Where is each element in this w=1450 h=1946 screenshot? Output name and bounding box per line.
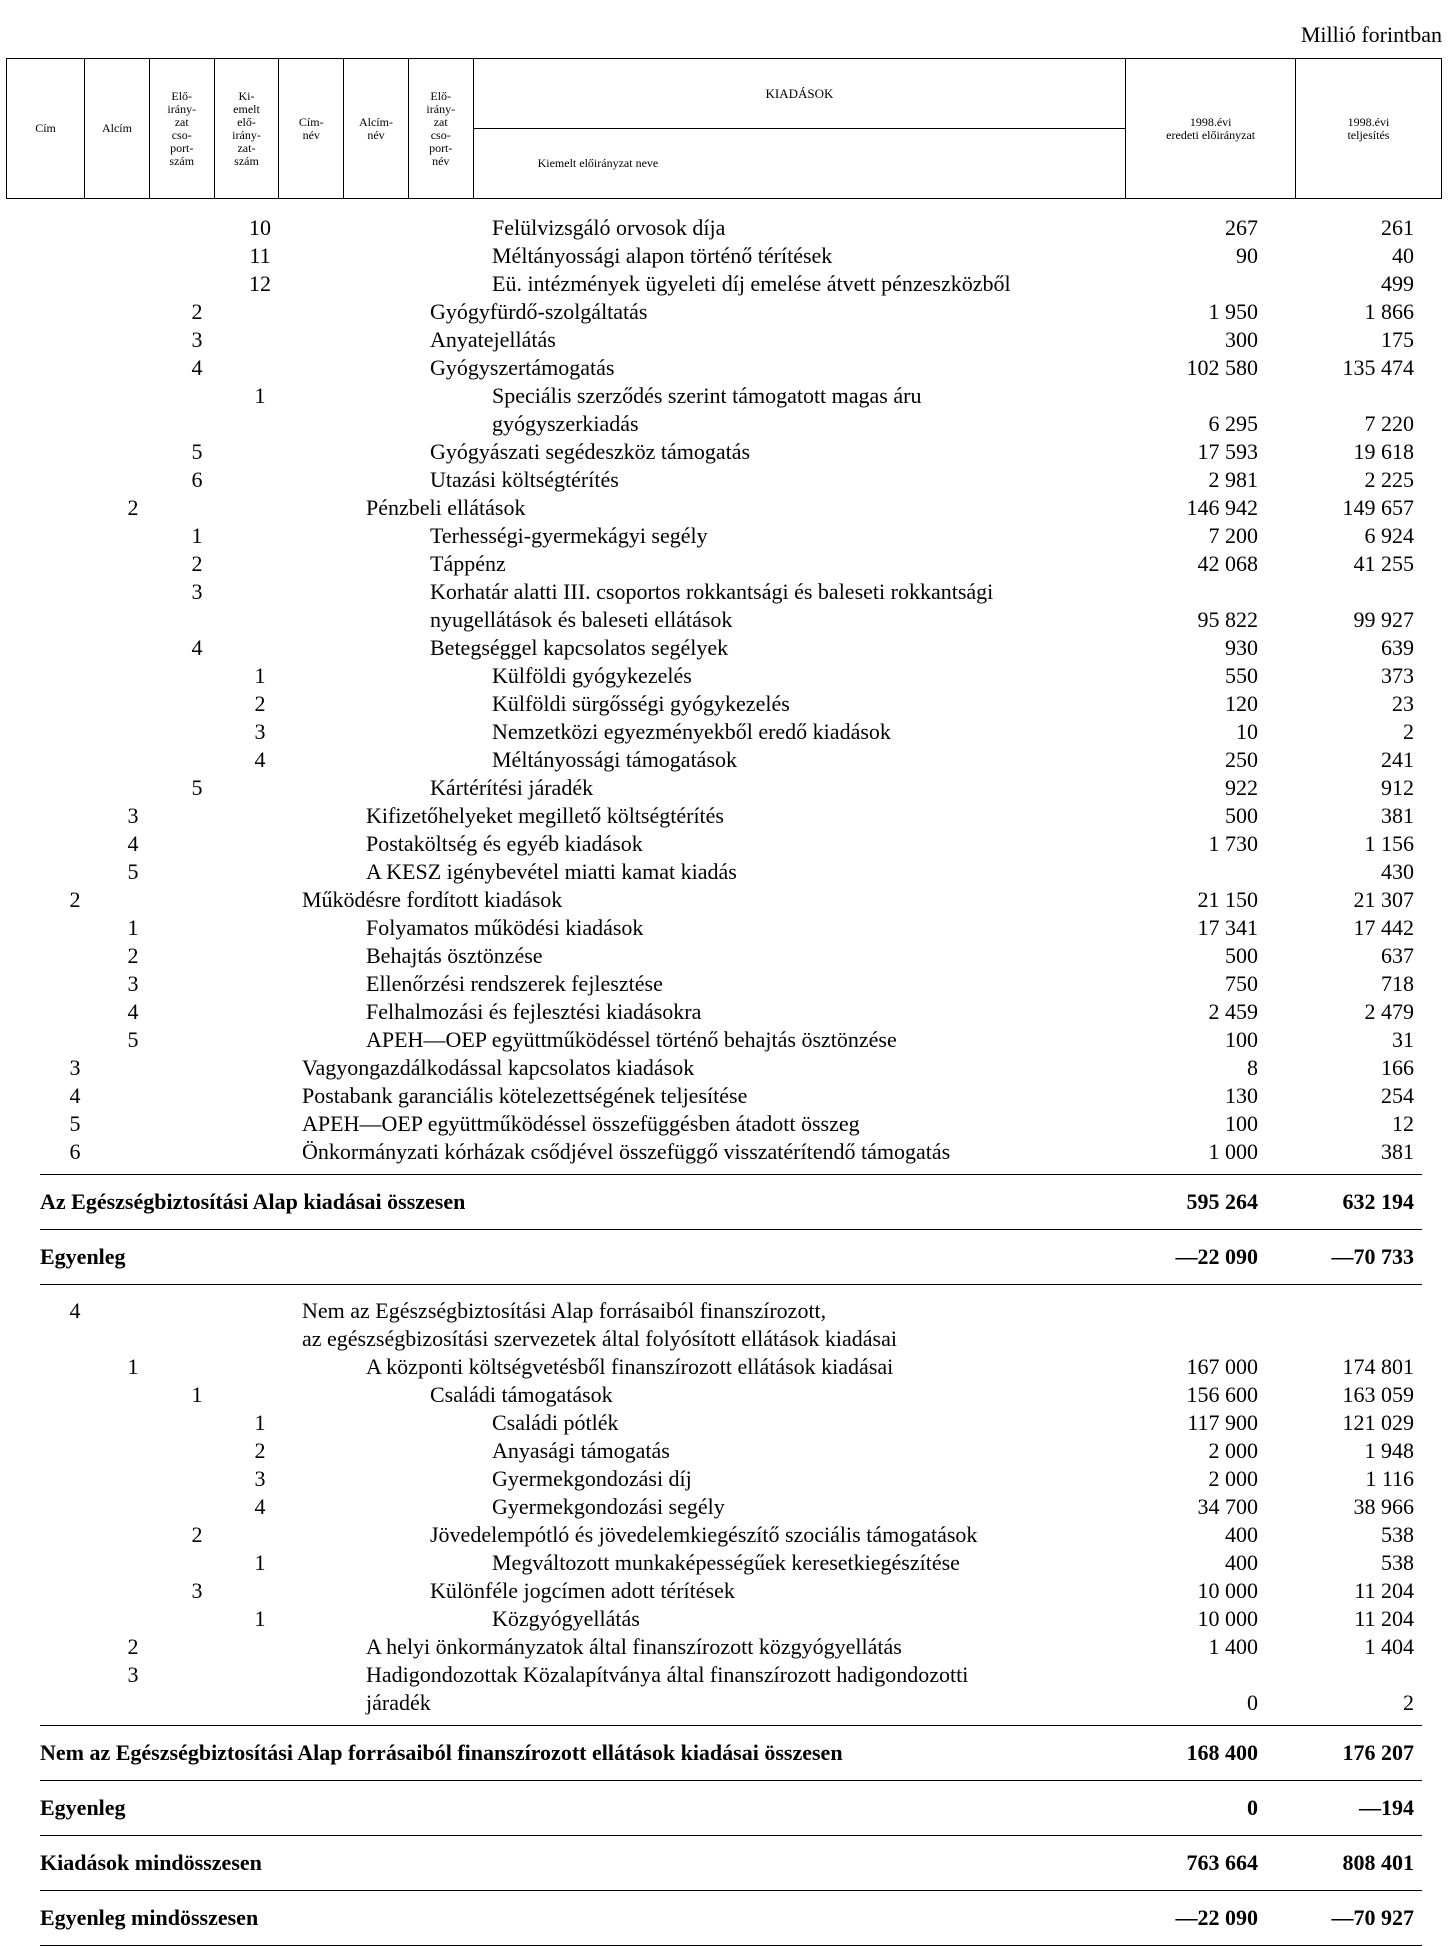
row-code: 2 — [254, 1438, 266, 1463]
row-code: 1 — [127, 1354, 139, 1379]
row-code: 4 — [127, 831, 139, 856]
row-teljesites: 99 927 — [1353, 607, 1414, 632]
row-teljesites: 174 801 — [1342, 1354, 1414, 1379]
row-name: Postaköltség és egyéb kiadások — [366, 831, 643, 856]
header-eredeti-eloiranyzat: 1998.évi eredeti előirányzat — [1126, 59, 1296, 199]
row-name: Önkormányzati kórházak csődjével összefüggő visszatérítendő támogatás — [302, 1139, 951, 1164]
row-eredeti-eloiranyzat: 922 — [1225, 775, 1258, 800]
row-name: Anyasági támogatás — [492, 1438, 670, 1463]
row-eredeti-eloiranyzat: 7 200 — [1208, 523, 1258, 548]
row-name: Korhatár alatti III. csoportos rokkantsági és baleseti rokkantsági nyugellátások és baleseti ellátások — [430, 579, 994, 632]
row-name: Hadigondozottak Közalapítványa által finanszírozott hadigondozotti járadék — [366, 1662, 969, 1715]
header-cimnev: Cím- név — [279, 59, 344, 199]
row-teljesites: 21 307 — [1353, 887, 1414, 912]
divider — [40, 1284, 1422, 1285]
kiadasok-mindosszesen-teljesites: 808 401 — [1342, 1850, 1414, 1875]
row-eredeti-eloiranyzat: 250 — [1225, 747, 1258, 772]
row-code: 3 — [69, 1055, 81, 1080]
row-name: Gyermekgondozási díj — [492, 1466, 692, 1491]
row-code: 1 — [254, 663, 266, 688]
row-teljesites: 2 225 — [1364, 467, 1414, 492]
table-row — [0, 438, 1450, 466]
row-name: Vagyongazdálkodással kapcsolatos kiadások — [302, 1055, 695, 1080]
row-code: 3 — [191, 1578, 203, 1603]
row-code: 1 — [191, 523, 203, 548]
table-row — [0, 634, 1450, 662]
egyenleg-row — [0, 1243, 1450, 1271]
row-eredeti-eloiranyzat: 2 000 — [1208, 1466, 1258, 1491]
row-eredeti-eloiranyzat: 930 — [1225, 635, 1258, 660]
table-row — [0, 382, 1450, 438]
row-name: Utazási költségtérítés — [430, 467, 619, 492]
egyenleg-row-2-teljesites: —194 — [1359, 1795, 1414, 1820]
row-name: Terhességi-gyermekágyi segély — [430, 523, 708, 548]
row-eredeti-eloiranyzat: 42 068 — [1197, 551, 1258, 576]
row-code: 2 — [191, 551, 203, 576]
row-teljesites: 6 924 — [1364, 523, 1414, 548]
table-row — [0, 578, 1450, 634]
row-eredeti-eloiranyzat: 10 — [1236, 719, 1258, 744]
row-code: 10 — [249, 215, 271, 240]
row-name: Anyatejellátás — [430, 327, 556, 352]
row-teljesites: 40 — [1392, 243, 1414, 268]
row-name: Külföldi sürgősségi gyógykezelés — [492, 691, 790, 716]
row-teljesites: 1 404 — [1364, 1634, 1414, 1659]
row-eredeti-eloiranyzat: 120 — [1225, 691, 1258, 716]
row-eredeti-eloiranyzat: 400 — [1225, 1522, 1258, 1547]
row-name: Kártérítési járadék — [430, 775, 594, 800]
egyenleg-row-teljesites: —70 733 — [1331, 1244, 1414, 1269]
row-code: 3 — [127, 1662, 139, 1687]
row-teljesites: 381 — [1381, 803, 1414, 828]
row-code: 5 — [69, 1111, 81, 1136]
row-code: 3 — [254, 719, 266, 744]
row-eredeti-eloiranyzat: 156 600 — [1186, 1382, 1258, 1407]
row-eredeti-eloiranyzat: 117 900 — [1187, 1410, 1258, 1435]
row-name: APEH—OEP együttműködéssel összefüggésben átadott összeg — [302, 1111, 860, 1136]
row-teljesites: 261 — [1381, 215, 1414, 240]
kiadasok-mindosszesen-eredeti-eloiranyzat: 763 664 — [1186, 1850, 1258, 1875]
row-eredeti-eloiranyzat: 300 — [1225, 327, 1258, 352]
row-code: 1 — [254, 1606, 266, 1631]
egyenleg-row-2-eredeti-eloiranyzat: 0 — [1247, 1795, 1258, 1820]
row-code: 4 — [191, 355, 203, 380]
row-eredeti-eloiranyzat: 2 459 — [1208, 999, 1258, 1024]
header-kiadasok: KIADÁSOK — [473, 59, 1126, 129]
table-row — [0, 298, 1450, 326]
table-row — [0, 1661, 1450, 1717]
divider — [40, 1890, 1422, 1891]
row-teljesites: 166 — [1381, 1055, 1414, 1080]
row-name: Behajtás ösztönzése — [366, 943, 543, 968]
table-row — [0, 970, 1450, 998]
table-row — [0, 1605, 1450, 1633]
row-teljesites: 11 204 — [1354, 1606, 1414, 1631]
row-eredeti-eloiranyzat: 34 700 — [1197, 1494, 1258, 1519]
table-row — [0, 998, 1450, 1026]
row-name: Felhalmozási és fejlesztési kiadásokra — [366, 999, 702, 1024]
row-code: 1 — [127, 915, 139, 940]
row-code: 4 — [254, 747, 266, 772]
header-teljesites: 1998.évi teljesítés — [1295, 59, 1441, 199]
unit-label: Millió forintban — [1300, 22, 1442, 47]
table-row — [0, 354, 1450, 382]
row-name: Külföldi gyógykezelés — [492, 663, 692, 688]
egyenleg-mindosszesen-eredeti-eloiranyzat: —22 090 — [1175, 1905, 1258, 1930]
row-code: 2 — [191, 299, 203, 324]
row-eredeti-eloiranyzat: 550 — [1225, 663, 1258, 688]
egyenleg-row-2-label: Egyenleg — [40, 1795, 126, 1820]
row-name: Méltányossági alapon történő térítések — [492, 243, 833, 268]
row-name: Közgyógyellátás — [492, 1606, 640, 1631]
row-teljesites: 163 059 — [1342, 1382, 1414, 1407]
row-eredeti-eloiranyzat: 500 — [1225, 803, 1258, 828]
total-nem-eb-alap — [0, 1739, 1450, 1767]
row-teljesites: 149 657 — [1342, 495, 1414, 520]
row-name: Működésre fordított kiadások — [302, 887, 563, 912]
row-teljesites: 12 — [1392, 1111, 1414, 1136]
egyenleg-row-label: Egyenleg — [40, 1244, 126, 1269]
row-code: 6 — [69, 1139, 81, 1164]
row-name: Családi pótlék — [492, 1410, 619, 1435]
row-eredeti-eloiranyzat: 6 295 — [1208, 411, 1258, 436]
row-name: Jövedelempótló és jövedelemkiegészítő szociális támogatások — [430, 1522, 978, 1547]
table-row — [0, 886, 1450, 914]
row-eredeti-eloiranyzat: 146 942 — [1186, 495, 1258, 520]
row-code: 4 — [69, 1298, 81, 1323]
row-eredeti-eloiranyzat: 400 — [1225, 1550, 1258, 1575]
table-row — [0, 858, 1450, 886]
row-name: Gyógyászati segédeszköz támogatás — [430, 439, 751, 464]
header-eloiranyzat-csoportnev: Elő- irány- zat cso- port- név — [408, 59, 473, 199]
row-name: Gyógyszertámogatás — [430, 355, 615, 380]
row-teljesites: 912 — [1381, 775, 1414, 800]
row-teljesites: 538 — [1381, 1550, 1414, 1575]
divider — [40, 1725, 1422, 1726]
row-eredeti-eloiranyzat: 130 — [1225, 1083, 1258, 1108]
row-teljesites: 38 966 — [1353, 1494, 1414, 1519]
table-row — [0, 802, 1450, 830]
total-nem-eb-alap-eredeti-eloiranyzat: 168 400 — [1186, 1740, 1258, 1765]
row-teljesites: 2 — [1403, 719, 1414, 744]
row-teljesites: 639 — [1381, 635, 1414, 660]
row-name: Folyamatos működési kiadások — [366, 915, 644, 940]
table-row — [0, 1110, 1450, 1138]
row-name: Megváltozott munkaképességűek keresetkiegészítése — [492, 1550, 960, 1575]
row-teljesites: 499 — [1381, 271, 1414, 296]
table-row — [0, 1577, 1450, 1605]
row-teljesites: 538 — [1381, 1522, 1414, 1547]
row-eredeti-eloiranyzat: 21 150 — [1197, 887, 1258, 912]
row-code: 4 — [191, 635, 203, 660]
row-code: 5 — [127, 1027, 139, 1052]
row-eredeti-eloiranyzat: 500 — [1225, 943, 1258, 968]
row-eredeti-eloiranyzat: 100 — [1225, 1027, 1258, 1052]
table-row — [0, 746, 1450, 774]
table-row — [0, 1549, 1450, 1577]
row-code: 6 — [191, 467, 203, 492]
row-code: 2 — [254, 691, 266, 716]
row-code: 12 — [249, 271, 271, 296]
table-row — [0, 1633, 1450, 1661]
table-row — [0, 1493, 1450, 1521]
table-row — [0, 1381, 1450, 1409]
row-code: 1 — [254, 383, 266, 408]
table-row — [0, 326, 1450, 354]
total-nem-eb-alap-teljesites: 176 207 — [1342, 1740, 1414, 1765]
row-eredeti-eloiranyzat: 90 — [1236, 243, 1258, 268]
table-row — [0, 550, 1450, 578]
row-teljesites: 1 948 — [1364, 1438, 1414, 1463]
row-eredeti-eloiranyzat: 100 — [1225, 1111, 1258, 1136]
row-name: A központi költségvetésből finanszírozott ellátások kiadásai — [366, 1354, 894, 1379]
egyenleg-mindosszesen — [0, 1904, 1450, 1932]
total-egeszsegbiztositasi-alap-teljesites: 632 194 — [1342, 1189, 1414, 1214]
row-eredeti-eloiranyzat: 1 730 — [1208, 831, 1258, 856]
table-row — [0, 690, 1450, 718]
table-row — [0, 1409, 1450, 1437]
row-code: 3 — [127, 803, 139, 828]
egyenleg-mindosszesen-label: Egyenleg mindösszesen — [40, 1905, 259, 1930]
row-teljesites: 373 — [1381, 663, 1414, 688]
divider — [40, 1780, 1422, 1781]
row-teljesites: 381 — [1381, 1139, 1414, 1164]
row-eredeti-eloiranyzat: 102 580 — [1186, 355, 1258, 380]
row-teljesites: 1 156 — [1364, 831, 1414, 856]
table-row — [0, 270, 1450, 298]
row-teljesites: 637 — [1381, 943, 1414, 968]
row-code: 2 — [127, 943, 139, 968]
row-code: 2 — [127, 1634, 139, 1659]
row-eredeti-eloiranyzat: 1 000 — [1208, 1139, 1258, 1164]
row-name: Pénzbeli ellátások — [366, 495, 526, 520]
row-name: Családi támogatások — [430, 1382, 613, 1407]
row-eredeti-eloiranyzat: 10 000 — [1197, 1578, 1258, 1603]
divider — [40, 1835, 1422, 1836]
row-code: 2 — [69, 887, 81, 912]
egyenleg-row-2 — [0, 1794, 1450, 1822]
row-code: 5 — [191, 775, 203, 800]
header-alcim: Alcím — [85, 59, 150, 199]
row-teljesites: 19 618 — [1353, 439, 1414, 464]
row-name: A KESZ igénybevétel miatti kamat kiadás — [366, 859, 737, 884]
kiadasok-mindosszesen — [0, 1849, 1450, 1877]
header-eloiranyzat-csoportszam: Elő- irány- zat cso- port- szám — [149, 59, 214, 199]
row-teljesites: 430 — [1381, 859, 1414, 884]
row-eredeti-eloiranyzat: 95 822 — [1197, 607, 1258, 632]
table-row — [0, 774, 1450, 802]
row-name: Kifizetőhelyeket megillető költségtérítés — [366, 803, 724, 828]
table-row — [0, 1521, 1450, 1549]
header-cim: Cím — [7, 59, 85, 199]
row-teljesites: 41 255 — [1353, 551, 1414, 576]
table-row — [0, 494, 1450, 522]
row-name: Gyógyfürdő-szolgáltatás — [430, 299, 648, 324]
table-row — [0, 522, 1450, 550]
row-name: Nemzetközi egyezményekből eredő kiadások — [492, 719, 891, 744]
divider — [40, 1174, 1422, 1175]
table-header — [6, 58, 1442, 199]
row-eredeti-eloiranyzat: 2 000 — [1208, 1438, 1258, 1463]
row-name: Postabank garanciális kötelezettségének teljesítése — [302, 1083, 748, 1108]
row-name: Felülvizsgáló orvosok díja — [492, 215, 726, 240]
row-eredeti-eloiranyzat: 1 400 — [1208, 1634, 1258, 1659]
total-egeszsegbiztositasi-alap — [0, 1188, 1450, 1216]
table-row — [0, 1054, 1450, 1082]
row-name: Betegséggel kapcsolatos segélyek — [430, 635, 729, 660]
row-code: 2 — [191, 1522, 203, 1547]
row-code: 4 — [69, 1083, 81, 1108]
header-alcimnev: Alcím- név — [344, 59, 409, 199]
row-eredeti-eloiranyzat: 10 000 — [1197, 1606, 1258, 1631]
row-teljesites: 23 — [1392, 691, 1414, 716]
row-name: Speciális szerződés szerint támogatott magas áru gyógyszerkiadás — [492, 383, 922, 436]
total-egeszsegbiztositasi-alap-label: Az Egészségbiztosítási Alap kiadásai összesen — [40, 1189, 466, 1214]
row-teljesites: 121 029 — [1342, 1410, 1414, 1435]
row-code: 5 — [191, 439, 203, 464]
table-row — [0, 942, 1450, 970]
row-code: 1 — [254, 1410, 266, 1435]
table-row — [0, 1082, 1450, 1110]
table-row — [0, 214, 1450, 242]
table-row — [0, 914, 1450, 942]
row-teljesites: 135 474 — [1342, 355, 1414, 380]
row-teljesites: 175 — [1381, 327, 1414, 352]
table-row — [0, 1353, 1450, 1381]
row-name: Nem az Egészségbiztosítási Alap forrásaiból finanszírozott, az egészségbizosítási szervezetek által folyósított ellátások kiadásai — [302, 1298, 897, 1351]
row-code: 11 — [249, 243, 271, 268]
row-eredeti-eloiranyzat: 2 981 — [1208, 467, 1258, 492]
row-name: Ellenőrzési rendszerek fejlesztése — [366, 971, 663, 996]
table-row — [0, 718, 1450, 746]
row-name: APEH—OEP együttműködéssel történő behajtás ösztönzése — [366, 1027, 897, 1052]
table-row — [0, 662, 1450, 690]
total-nem-eb-alap-label: Nem az Egészségbiztosítási Alap forrásaiból finanszírozott ellátások kiadásai összesen — [40, 1740, 843, 1765]
header-kiemelt-eloiranyzat-neve: Kiemelt előirányzat neve — [473, 129, 1126, 199]
row-name: Eü. intézmények ügyeleti díj emelése átvett pénzeszközből — [492, 271, 1011, 296]
row-eredeti-eloiranyzat: 267 — [1225, 215, 1258, 240]
kiadasok-mindosszesen-label: Kiadások mindösszesen — [40, 1850, 262, 1875]
row-teljesites: 1 866 — [1364, 299, 1414, 324]
row-eredeti-eloiranyzat: 750 — [1225, 971, 1258, 996]
row-code: 2 — [127, 495, 139, 520]
row-teljesites: 7 220 — [1364, 411, 1414, 436]
row-code: 3 — [127, 971, 139, 996]
row-eredeti-eloiranyzat: 167 000 — [1186, 1354, 1258, 1379]
row-teljesites: 2 — [1403, 1690, 1414, 1715]
row-code: 5 — [127, 859, 139, 884]
row-name: Táppénz — [430, 551, 506, 576]
egyenleg-row-eredeti-eloiranyzat: —22 090 — [1175, 1244, 1258, 1269]
row-code: 3 — [191, 579, 203, 604]
row-code: 3 — [254, 1466, 266, 1491]
table-row — [0, 830, 1450, 858]
row-eredeti-eloiranyzat: 0 — [1247, 1690, 1258, 1715]
table-row — [0, 1297, 1450, 1353]
row-eredeti-eloiranyzat: 8 — [1247, 1055, 1258, 1080]
table-row — [0, 466, 1450, 494]
row-teljesites: 254 — [1381, 1083, 1414, 1108]
row-teljesites: 11 204 — [1354, 1578, 1414, 1603]
table-row — [0, 1138, 1450, 1166]
row-eredeti-eloiranyzat: 1 950 — [1208, 299, 1258, 324]
row-eredeti-eloiranyzat: 17 341 — [1197, 915, 1258, 940]
table-row — [0, 1465, 1450, 1493]
row-code: 1 — [254, 1550, 266, 1575]
row-teljesites: 241 — [1381, 747, 1414, 772]
row-teljesites: 718 — [1381, 971, 1414, 996]
row-name: Gyermekgondozási segély — [492, 1494, 725, 1519]
divider — [40, 1229, 1422, 1230]
row-teljesites: 17 442 — [1353, 915, 1414, 940]
row-code: 4 — [127, 999, 139, 1024]
row-name: Különféle jogcímen adott térítések — [430, 1578, 735, 1603]
header-kiemelt-eloiranyzatszam: Ki- emelt elő- irány- zat- szám — [214, 59, 279, 199]
row-code: 3 — [191, 327, 203, 352]
table-row — [0, 1437, 1450, 1465]
row-name: A helyi önkormányzatok által finanszírozott közgyógyellátás — [366, 1634, 902, 1659]
table-row — [0, 242, 1450, 270]
egyenleg-mindosszesen-teljesites: —70 927 — [1331, 1905, 1414, 1930]
total-egeszsegbiztositasi-alap-eredeti-eloiranyzat: 595 264 — [1186, 1189, 1258, 1214]
row-teljesites: 1 116 — [1365, 1466, 1414, 1491]
row-code: 4 — [254, 1494, 266, 1519]
row-teljesites: 31 — [1392, 1027, 1414, 1052]
row-eredeti-eloiranyzat: 17 593 — [1197, 439, 1258, 464]
table-row — [0, 1026, 1450, 1054]
row-name: Méltányossági támogatások — [492, 747, 738, 772]
row-teljesites: 2 479 — [1364, 999, 1414, 1024]
row-code: 1 — [191, 1382, 203, 1407]
